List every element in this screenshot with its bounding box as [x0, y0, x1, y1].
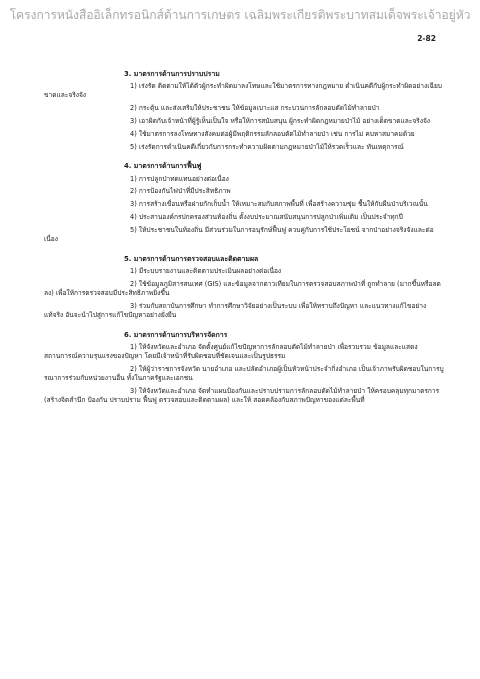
list-item: 1) เร่งรัด ติดตามให้ได้ตัวผู้กระทำผิดมาลงโทษและใช้มาตรการทางกฎหมาย ดำเนินคดีกับผู้กระทำผิดอย่างเฉียบขาดและจริงจัง — [44, 82, 442, 100]
section-title: 3. มาตรการด้านการปราบปราม — [124, 70, 220, 78]
list-item: 2) กระตุ้น และส่งเสริมให้ประชาชน ให้ข้อมูลเบาะแส กระบวนการลักลอบตัดไม้ทำลายป่า — [130, 104, 380, 113]
book-header-title: โครงการหนังสืออิเล็กทรอนิกส์ด้านการเกษตร เฉลิมพระเกียรติพระบาทสมเด็จพระเจ้าอยู่หัว — [9, 8, 471, 22]
section-title: 5. มาตรการด้านการตรวจสอบและติดตามผล — [124, 254, 259, 263]
section-management — [44, 331, 444, 406]
list-item: 5) ให้ประชาชนในท้องถิ่น มีส่วนร่วมในการอนุรักษ์ฟื้นฟู ควบคู่กับการใช้ประโยชน์ จากป่าอย่างจริงจังและต่อเนื่อง — [44, 225, 434, 243]
section-suppression — [44, 70, 444, 152]
list-item: 3) การสร้างเขื่อนหรือฝายกักเก็บน้ำ ให้เหมาะสมกับสภาพพื้นที่ เพื่อสร้างความชุ่ม ชื้นให้กับผืนป่าบริเวณนั้น — [130, 200, 428, 209]
section-monitoring — [44, 255, 444, 320]
list-item: 2) ให้ผู้ว่าราชการจังหวัด นายอำเภอ และปลัดอำเภอผู้เป็นหัวหน้าประจำกิ่งอำเภอ เป็นเจ้าภาพรับผิดชอบในการบูรณาการร่วมกับหน่วยงานอื่น ทั้งในภาครัฐและเอกชน — [44, 364, 444, 382]
list-item: 1) มีระบบรายงานและติดตามประเมินผลอย่างต่อเนื่อง — [130, 266, 282, 275]
section-title: 6. มาตรการด้านการบริหารจัดการ — [124, 330, 228, 339]
list-item: 3) เอาผิดกับเจ้าหน้าที่ผู้รู้เห็นเป็นใจ หรือให้การสนับสนุน ผู้กระทำผิดกฎหมายป่าไม้ อย่างเด็ดขาดและจริงจัง — [130, 117, 431, 125]
page-number: 2-82 — [417, 34, 436, 43]
list-item: 3) ให้จังหวัดและอำเภอ จัดทำแผนป้องกันและปราบปรามการลักลอบตัดไม้ทำลายป่า ให้ครอบคลุมทุกมาตรการ (สร้างจิตสำนึก ป้องกัน ปราบปราม ฟื้นฟู ตรวจสอบและติดตามผล) และให้ สอดคล้องกับสภาพปัญหาของแต่ละพื้นที่ — [44, 386, 440, 404]
list-item: 4) ประสานองค์กรปกครองส่วนท้องถิ่น ตั้งงบประมาณสนับสนุนการปลูกป่าเพิ่มเติม เป็นประจำทุกปี — [130, 212, 403, 221]
document-body — [44, 70, 444, 416]
list-item: 5) เร่งรัดการดำเนินคดีเกี่ยวกับการกระทำความผิดตามกฎหมายป่าไม้ให้รวดเร็วและ ทันเหตุการณ์ — [130, 142, 404, 151]
list-item: 2) การป้องกันไฟป่าที่มีประสิทธิภาพ — [130, 187, 231, 196]
list-item: 4) ใช้มาตรการลงโทษทางสังคมต่อผู้มีพฤติกรรมลักลอบตัดไม้ทำลายป่า เช่น การไม่ คบหาสมาคมด้วย — [130, 129, 415, 138]
list-item: 1) ให้จังหวัดและอำเภอ จัดตั้งศูนย์แก้ไขปัญหาการลักลอบตัดไม้ทำลายป่า เพื่อรวบรวม ข้อมูลและแสดงสถานการณ์ความรุนแรงของปัญหา โดยมีเจ้าหน้าที่รับผิดชอบที่ชัดเจนและเป็นรูปธรรม — [44, 342, 418, 360]
section-restoration — [44, 162, 444, 244]
list-item: 2) ใช้ข้อมูลภูมิสารสนเทศ (GIS) และข้อมูลจากดาวเทียมในการตรวจสอบสภาพป่าที่ ถูกทำลาย (มากขึ้นหรือลดลง) เพื่อให้การตรวจสอบมีประสิทธิภาพยิ่งขึ้น — [44, 279, 441, 297]
list-item: 3) ร่วมกับสถาบันการศึกษา ทำการศึกษาวิจัยอย่างเป็นระบบ เพื่อให้ทราบถึงปัญหา และแนวทางแก้ไขอย่างแท้จริง อันจะนำไปสู่การแก้ไขปัญหาอย่างยั่งยืน — [44, 301, 427, 319]
section-title: 4. มาตรการด้านการฟื้นฟู — [124, 162, 202, 171]
list-item: 1) การปลูกป่าทดแทนอย่างต่อเนื่อง — [130, 174, 229, 183]
